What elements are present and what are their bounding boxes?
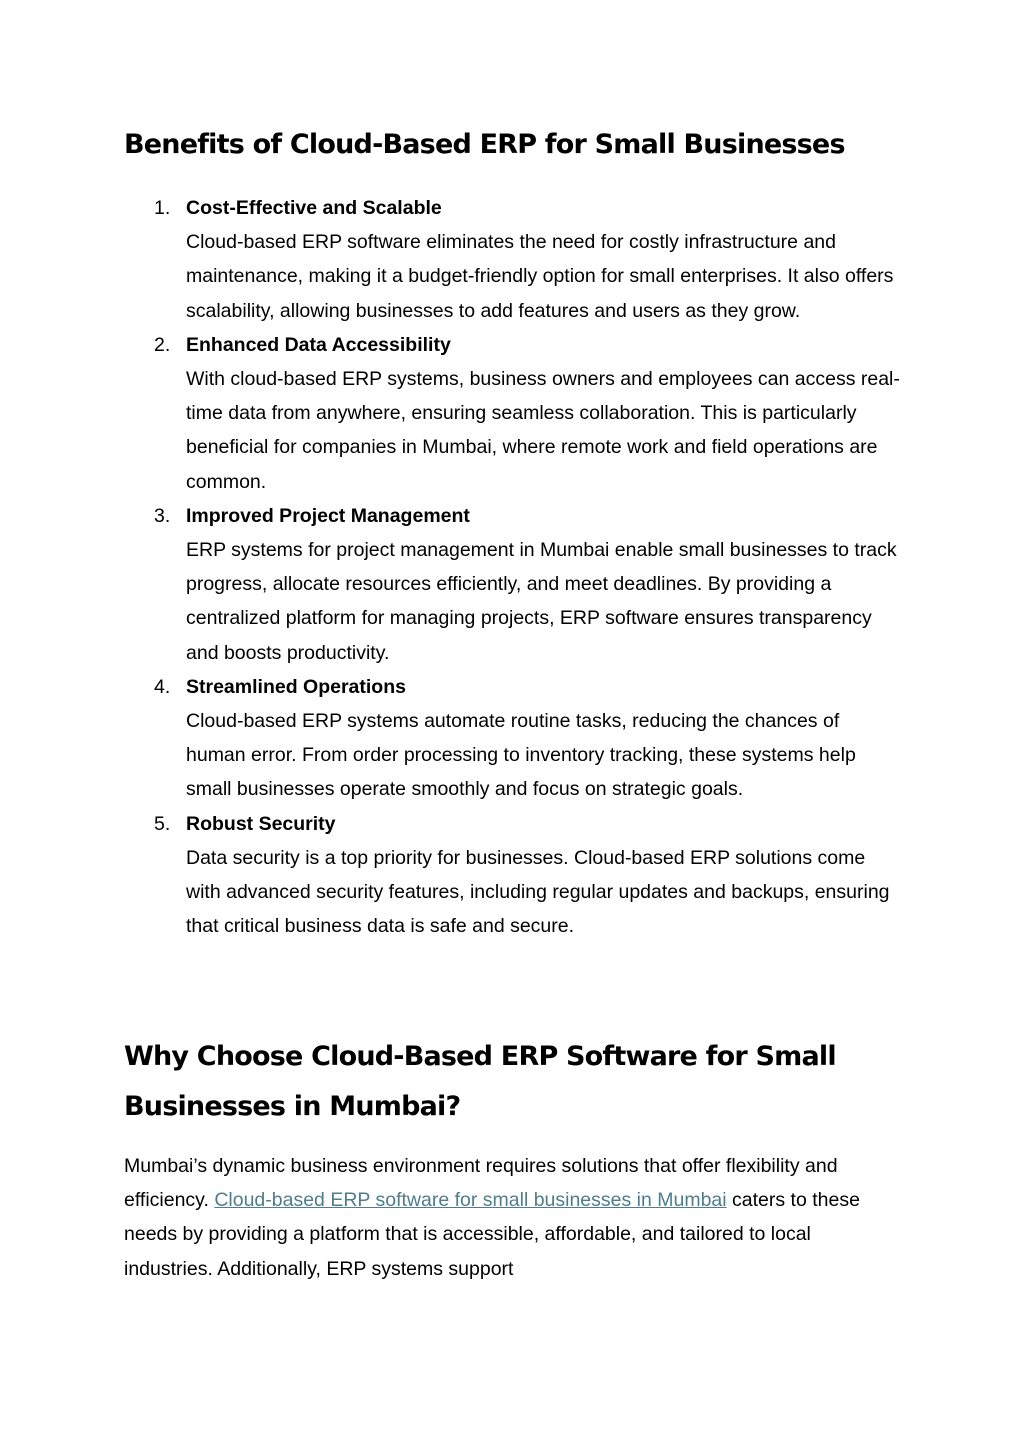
list-item-title: Robust Security [186, 812, 336, 835]
body-paragraph [124, 1149, 894, 1286]
list-item-body: Cloud-based ERP systems automate routine tasks, reducing the chances of human error. From order processing to inventory tracking, these systems help small businesses operate smoothly and focus on strategic goals. [186, 710, 856, 801]
list-number: 4. [154, 675, 171, 698]
list-item-body: Cloud-based ERP software eliminates the need for costly infrastructure and maintenance, making it a budget-friendly option for small enterprises. It also offers scalability, allowing businesses to add features and users as they grow. [186, 231, 894, 322]
list-item-body: ERP systems for project management in Mumbai enable small businesses to track progress, allocate resources efficiently, and meet deadlines. By providing a centralized platform for managing projects, ERP software ensures transparency and boosts productivity. [186, 539, 897, 664]
list-number: 3. [154, 504, 171, 527]
paragraph-text-before: Mumbai’s dynamic business environment requires solutions that offer flexibility and efficiency. [124, 1155, 838, 1212]
list-item-body: Data security is a top priority for businesses. Cloud-based ERP solutions come with advanced security features, including regular updates and backups, ensuring that critical business data is safe and secure. [186, 846, 890, 938]
section-heading-why-choose: Why Choose Cloud-Based ERP Software for Small Businesses in Mumbai? [124, 1041, 836, 1122]
list-item-body: With cloud-based ERP systems, business owners and employees can access real-time data from anywhere, ensuring seamless collaboration. This is particularly beneficial for companies in Mumbai, where remote work and field operations are common. [186, 368, 900, 493]
list-item [150, 807, 900, 944]
list-item [150, 499, 900, 670]
list-number: 2. [154, 333, 171, 356]
erp-software-link[interactable]: Cloud-based ERP software for small businesses in Mumbai [214, 1189, 727, 1212]
list-item [150, 191, 900, 328]
benefits-list [150, 191, 900, 943]
section-heading-benefits: Benefits of Cloud-Based ERP for Small Businesses [124, 129, 845, 160]
list-item-title: Enhanced Data Accessibility [186, 333, 451, 356]
list-item-title: Cost-Effective and Scalable [186, 197, 442, 219]
list-item [150, 328, 900, 499]
list-item-title: Improved Project Management [186, 504, 470, 527]
list-number: 5. [154, 812, 171, 835]
list-item-title: Streamlined Operations [186, 675, 406, 698]
list-item [150, 670, 900, 807]
list-number: 1. [154, 197, 171, 219]
paragraph-text-after: caters to these needs by providing a platform that is accessible, affordable, and tailored to local industries. Additionally, ERP systems support [124, 1189, 860, 1280]
